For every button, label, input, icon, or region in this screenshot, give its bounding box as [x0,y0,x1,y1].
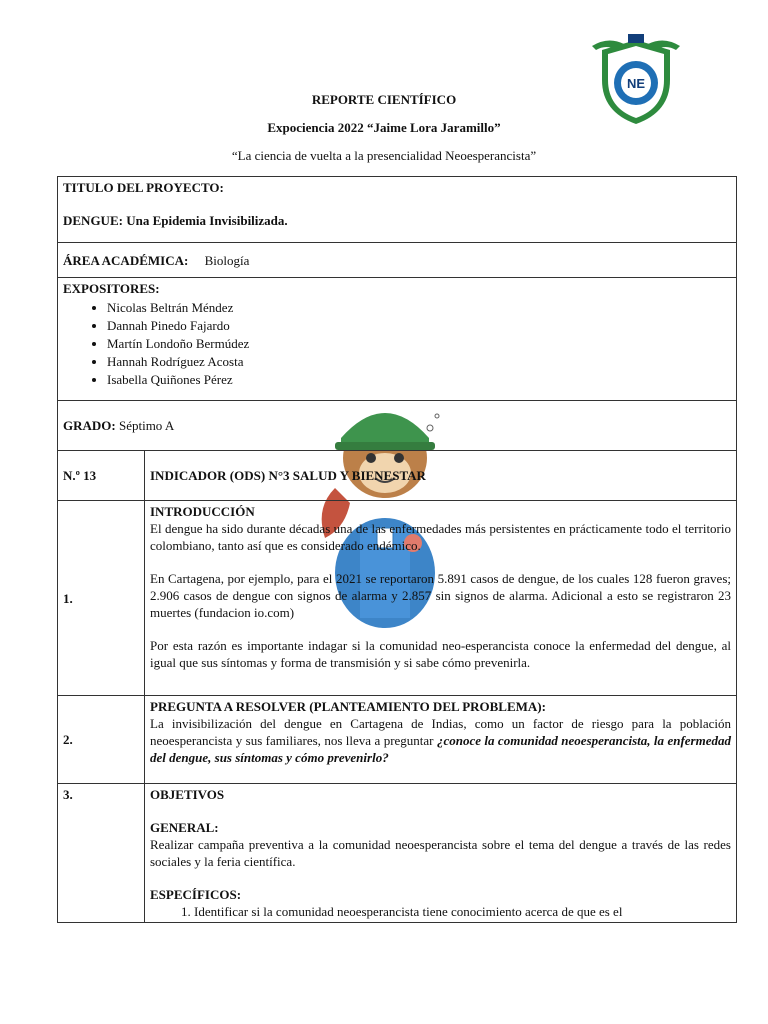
report-title: REPORTE CIENTÍFICO [311,92,457,107]
speaker-item: • Dannah Pinedo Fajardo [107,317,731,335]
speaker-item: • Nicolas Beltrán Méndez [107,299,731,317]
speaker-item: • Isabella Quiñones Pérez [107,371,731,389]
speakers-list [63,299,731,389]
logo-initials: NE [626,76,646,91]
section-paragraph: En Cartagena, por ejemplo, para el 2021 se reportaron 5.891 casos de dengue, de los cuales 128 fueron graves; 2.906 casos de dengue con signos de alarma y 2.857 sin signos de alarma. Adicional a esto se registraron 23 muertes (fundacion io.com) [150,571,731,620]
section-paragraph: El dengue ha sido durante décadas una de las enfermedades más persistentes en prácticamente todo el territorio colombiano, tanto así que es considerado endémico. [150,521,731,553]
section-number: 2. [58,696,145,784]
event-motto: “La ciencia de vuelta a la presencialidad Neoesperancista” [231,148,537,163]
section-heading: INTRODUCCIÓN [150,504,255,519]
event-title: Expociencia 2022 “Jaime Lora Jaramillo” [267,120,501,135]
area-label: ÁREA ACADÉMICA: [63,252,189,268]
project-title-label: TITULO DEL PROYECTO: [63,180,224,195]
speaker-item: • Hannah Rodríguez Acosta [107,353,731,371]
school-logo [588,28,684,128]
speakers-label: EXPOSITORES: [63,281,160,296]
section-paragraph: Por esta razón es importante indagar si la comunidad neo-esperancista conoce la enfermedad del dengue, al igual que sus síntomas y forma de transmisión y si sabe cómo prevenirla. [150,638,731,670]
academic-area-row [58,243,737,278]
speakers-row [58,278,737,401]
project-title-value: DENGUE: Una Epidemia Invisibilizada. [63,213,288,228]
problem-text: La invisibilización del dengue en Cartagena de Indias, como un factor de riesgo para la población neoesperancista y sus familiares, nos lleva a preguntar [150,716,731,748]
project-title-row [58,177,737,243]
general-objective-label: GENERAL: [150,820,219,835]
area-value: Biología [204,252,250,268]
speaker-item: • Martín Londoño Bermúdez [107,335,731,353]
specific-objectives-label: ESPECÍFICOS: [150,887,242,902]
research-question: ¿conoce la comunidad neoesperancista, la enfermedad del dengue, sus síntomas y cómo prevenirlo? [150,733,732,765]
specific-objective-item: 1. Identificar si la comunidad neoesperancista tiene conocimiento acerca de que es el [194,903,731,920]
indicator-text: INDICADOR (ODS) N°3 SALUD Y BIENESTAR [145,451,737,501]
general-objective-text: Realizar campaña preventiva a la comunidad neoesperancista sobre el tema del dengue a través de las redes sociales y la feria científica. [150,837,731,869]
report-table [57,176,737,923]
section-row-2 [58,696,737,784]
section-number: 1. [58,501,145,696]
specific-objectives-list [150,903,731,920]
section-heading: PREGUNTA A RESOLVER (PLANTEAMIENTO DEL PROBLEMA): [150,699,546,714]
section-row-1 [58,501,737,696]
project-number: N.º 13 [58,451,145,501]
grade-label: GRADO: [63,418,116,433]
grade-value: Séptimo A [118,418,175,433]
indicator-row [58,451,737,501]
section-row-3 [58,784,737,923]
section-heading: OBJETIVOS [150,787,225,802]
grade-row [58,401,737,451]
section-number: 3. [58,784,145,923]
